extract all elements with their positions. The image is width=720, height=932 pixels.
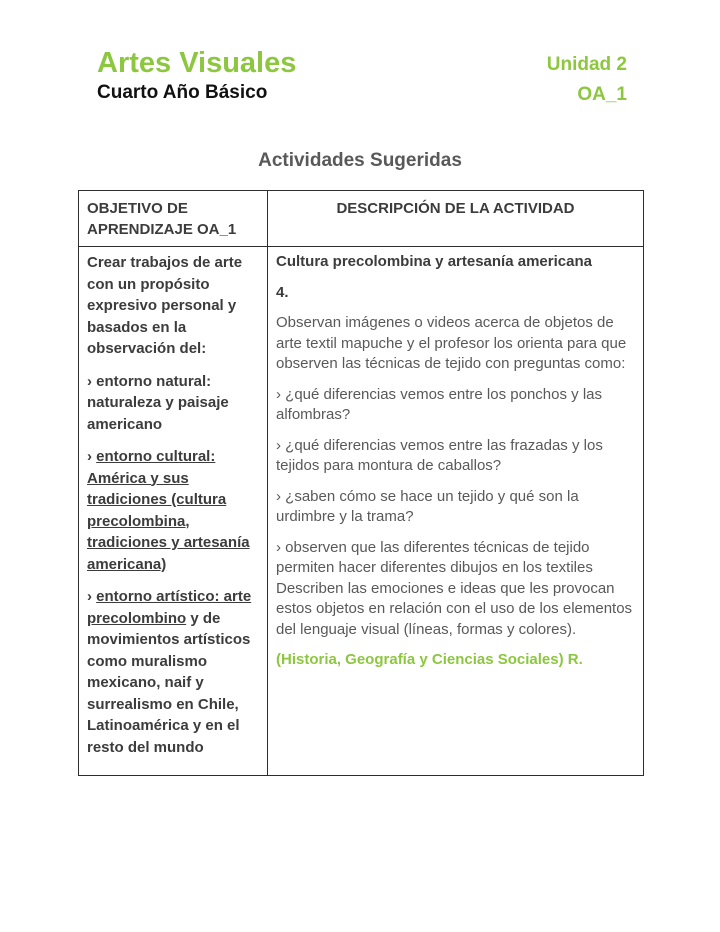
oa-label: OA_1 <box>577 84 627 105</box>
objective-item-underlined: entorno cultural: América y sus tradiciones (cultura precolombina, tradiciones y artesanía americana) <box>87 448 250 573</box>
objective-column-header: OBJETIVO DE APRENDIZAJE OA_1 <box>79 191 268 247</box>
objective-cell <box>79 247 268 776</box>
activity-column-header: DESCRIPCIÓN DE LA ACTIVIDAD <box>268 191 644 247</box>
activities-table <box>78 190 644 776</box>
activity-intro: Observan imágenes o videos acerca de objetos de arte textil mapuche y el profesor los orienta para que observen las técnicas de tejido con preguntas como: <box>276 314 627 372</box>
activity-footnote: (Historia, Geografía y Ciencias Sociales) R. <box>276 651 583 668</box>
objective-item-natural <box>87 371 258 436</box>
bullet-marker: › <box>87 588 92 605</box>
activity-number: 4. <box>276 283 289 301</box>
section-title: Actividades Sugeridas <box>258 150 462 171</box>
page-header <box>0 0 720 110</box>
doc-title: Artes Visuales <box>97 47 297 79</box>
activity-title: Cultura precolombina y artesanía americana <box>276 253 592 270</box>
unit-label: Unidad 2 <box>546 54 627 75</box>
activity-cell <box>268 247 644 776</box>
header-left <box>97 46 296 106</box>
activity-bullet: › ¿saben cómo se hace un tejido y qué son la urdimbre y la trama? <box>276 487 579 525</box>
table-header-row <box>79 191 644 247</box>
activity-bullet: › ¿qué diferencias vemos entre las frazadas y los tejidos para montura de caballos? <box>276 436 603 474</box>
table-body-row <box>79 247 644 776</box>
activity-bullet: › ¿qué diferencias vemos entre los ponchos y las alfombras? <box>276 385 602 423</box>
objective-intro: Crear trabajos de arte con un propósito expresivo personal y basados en la observación del: <box>87 254 243 357</box>
activity-bullet: › observen que las diferentes técnicas de tejido permiten hacer diferentes dibujos en los textiles Describen las emociones e ideas que les provocan estos objetos en relación con el uso de los elementos del lenguaje visual (líneas, formas y colores). <box>276 538 633 638</box>
bullet-marker: › <box>87 372 92 390</box>
objective-item-plain: y de movimientos artísticos como muralismo mexicano, naif y surrealismo en Chile, Latinoamérica y en el resto del mundo <box>87 609 251 756</box>
bullet-marker: › <box>87 448 92 465</box>
objective-item-cultural <box>87 446 258 575</box>
objective-item-underlined: entorno artístico: arte precolombino <box>87 588 252 627</box>
doc-subtitle: Cuarto Año Básico <box>97 82 268 103</box>
objective-item-artistico <box>87 586 258 758</box>
header-right <box>547 46 627 110</box>
objective-item-plain: entorno natural: naturaleza y paisaje americano <box>87 372 229 433</box>
